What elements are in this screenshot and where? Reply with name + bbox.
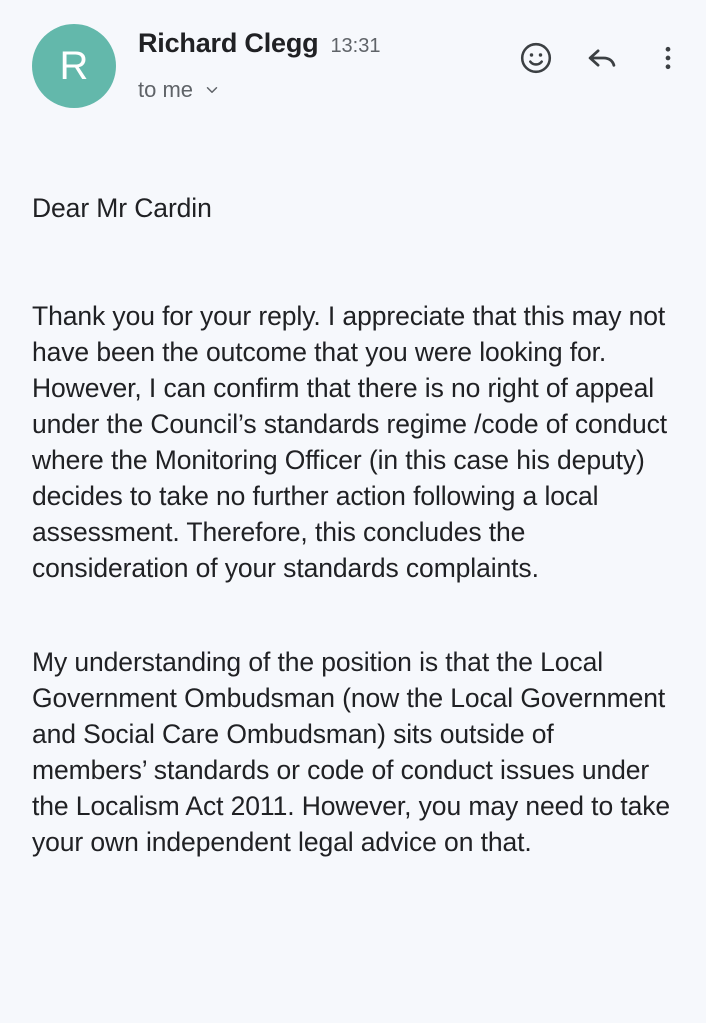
email-paragraph-2: My understanding of the position is that the Local Government Ombudsman (now the Local Government and Social Care Ombudsman) sits outside of members’ standards or code of conduct issues under the Localism Act 2011. However, you may need to take your own independent legal advice on that. [32, 647, 671, 857]
email-greeting: Dear Mr Cardin [32, 193, 212, 223]
avatar[interactable]: R [32, 24, 116, 108]
more-options-icon[interactable] [648, 38, 688, 78]
email-paragraph-1: Thank you for your reply. I appreciate that this may not have been the outcome that you were looking for. However, I can confirm that there is no right of appeal under the Council’s standards regime /code of conduct where the Monitoring Officer (in this case his deputy) decides to take no further action following a local assessment. Therefore, this concludes the consideration of your standards complaints. [32, 301, 668, 583]
email-body [0, 150, 706, 860]
emoji-reaction-icon[interactable] [516, 38, 556, 78]
email-header [0, 0, 706, 150]
sender-name[interactable]: Richard Clegg [138, 28, 319, 58]
message-timestamp: 13:31 [330, 35, 381, 57]
reply-icon[interactable] [582, 38, 622, 78]
header-actions [516, 22, 688, 78]
recipient-label: to me [138, 77, 194, 102]
chevron-down-icon[interactable] [203, 81, 221, 99]
recipient-row[interactable] [138, 77, 516, 103]
sender-line [138, 28, 516, 59]
sender-details [138, 22, 516, 103]
